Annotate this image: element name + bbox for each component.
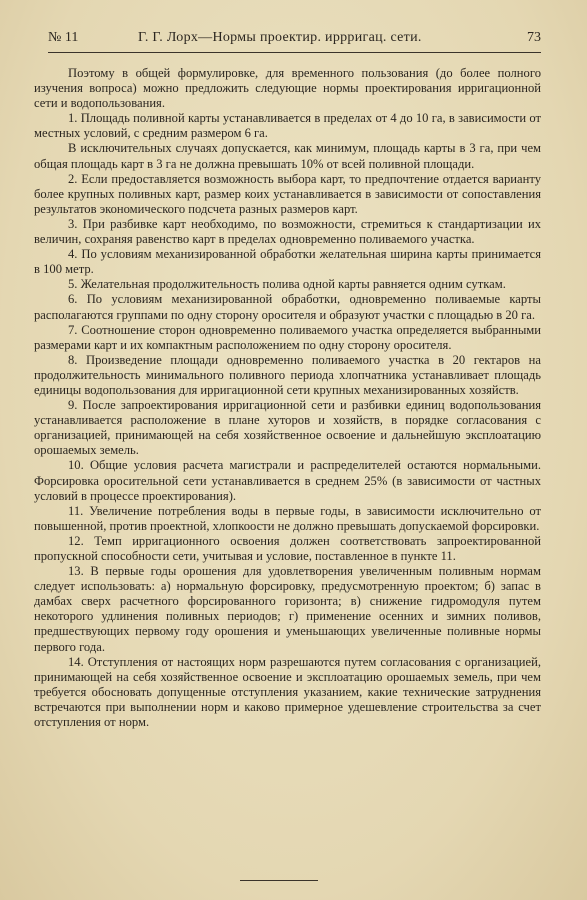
- paragraph-3: 3. При разбивке карт необходимо, по возможности, стремиться к стандартизации их величин, сохраняя равенство карт в пределах одновременно поливаемого участка.: [34, 216, 541, 247]
- page-number: 73: [527, 30, 541, 45]
- paragraph-1: 1. Площадь поливной карты устанавливается в пределах от 4 до 10 га, в зависимости от местных условий, с средним размером 6 га.: [34, 111, 541, 141]
- intro-paragraph: Поэтому в общей формулировке, для временного пользования (до более полного изучения вопроса) можно предложить следующие нормы проектирования ирригационной сети и водопользования.: [34, 66, 541, 111]
- paragraph-2: 2. Если предоставляется возможность выбора карт, то предпочтение отдается варианту более крупных поливных карт, размер коих устанавливается в зависимости от сопоставления результатов экономического подсчета разных размеров карт.: [34, 171, 541, 216]
- closing-rule: [240, 880, 318, 881]
- paragraph-9: 9. После запроектирования ирригационной сети и разбивки единиц водопользования устанавливается расположение в плане хуторов и хозяйств, в порядке согласования с организацией, принимающей на себя хозяйственное освоение и дальнейшую эксплоатацию орошаемых земель.: [34, 398, 541, 458]
- paragraph-5: 5. Желательная продолжительность полива одной карты равняется одним суткам.: [68, 277, 506, 292]
- paragraph-12: 12. Темп ирригационного освоения должен соответствовать запроектированной пропускной способности сети, учитывая и условие, поставленное в пункте 11.: [34, 533, 541, 563]
- paragraph-4: 4. По условиям механизированной обработки желательная ширина карты принимается в 100 метр.: [34, 247, 541, 277]
- page-body: [34, 66, 541, 730]
- paragraph-8: 8. Произведение площади одновременно поливаемого участка в 20 гектаров на продолжительность минимального поливного периода хлопчатника устанавливает площадь единицы водопользования для ирригационной сети крупных механизированных хозяйств.: [34, 352, 541, 397]
- paragraph-10: 10. Общие условия расчета магистрали и распределителей остаются нормальными. Форсировка оросительной сети устанавливается в среднем 25% (в зависимости от частных условий в процессе проектирования).: [34, 458, 541, 503]
- paragraph-7: 7. Соотношение сторон одновременно поливаемого участка определяется выбранными размерами карт и их компактным расположением по одну сторону оросителя.: [34, 322, 541, 352]
- paragraph-6: 6. По условиям механизированной обработки, одновременно поливаемые карты располагаются группами по одну сторону оросителя и образуют участки с площадью в 20 га.: [34, 292, 541, 322]
- paragraph-11: 11. Увеличение потребления воды в первые годы, в зависимости исключительно от повышенной, против проектной, хлопкоости не должно превышать допускаемой форсировки.: [34, 503, 541, 533]
- paragraph-13: 13. В первые годы орошения для удовлетворения увеличенным поливным нормам следует использовать: а) нормальную форсировку, предусмотренную проектом; б) запас в дамбах сверх расчетного форсированного горизонта; в) снижение гидромодуля путем некоторого удлинения поливных периодов; г) применение осенних и зимних поливов, предшествующих первому году орошения и уменьшающих увеличенные поливные нормы первого года.: [34, 564, 541, 654]
- running-header: [48, 30, 541, 53]
- running-title: Г. Г. Лорх—Нормы проектир. иррригац. сети.: [138, 30, 422, 45]
- issue-number: № 11: [48, 30, 79, 45]
- paragraph-1-exception: В исключительных случаях допускается, как минимум, площадь карты в 3 га, при чем общая площадь карт в 3 га не должна превышать 10% от всей поливной площади.: [34, 141, 541, 171]
- paragraph-14: 14. Отступления от настоящих норм разрешаются путем согласования с организацией, принимающей на себя хозяйственное освоение и эксплоатацию орошаемых земель, при чем требуется обосновать допущенные отступления указанием, какие технические затруднения встречаются при выполнении норм и каково примерное удешевление строительства за счет отступления от норм.: [34, 654, 541, 730]
